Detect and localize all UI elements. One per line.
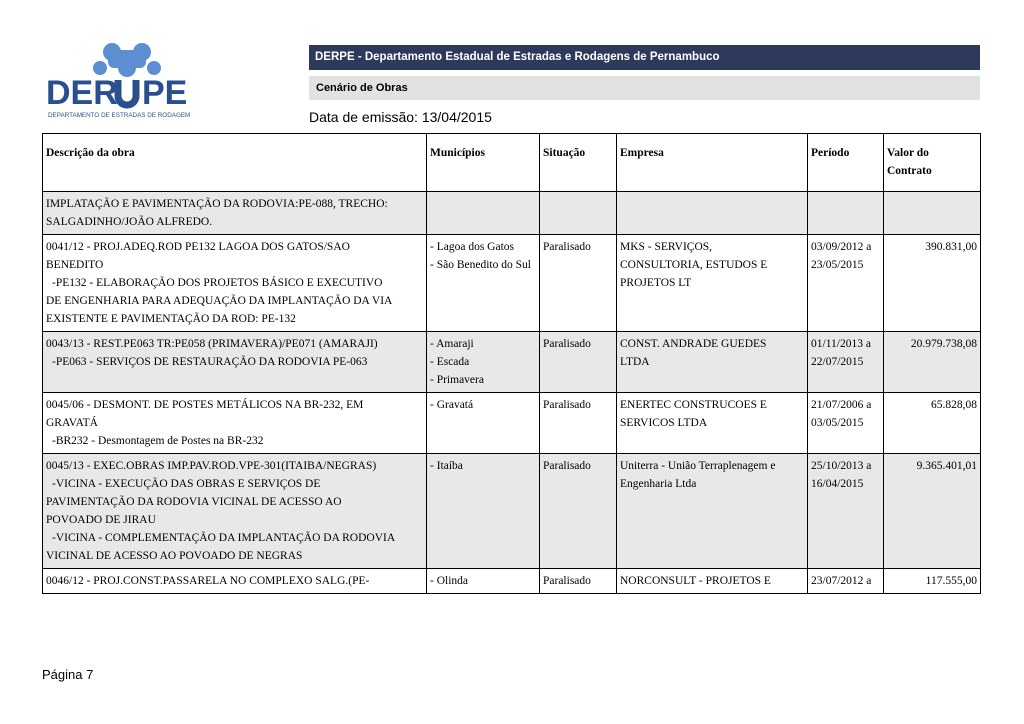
cell-descricao-line: -BR232 - Desmontagem de Postes na BR-232 — [52, 435, 264, 447]
cell-municipios — [427, 454, 540, 569]
cell-municipios — [427, 569, 540, 594]
cell-municipios-line: - Amaraji — [430, 338, 474, 350]
cell-descricao-line: SALGADINHO/JOÃO ALFREDO. — [46, 216, 213, 228]
cell-valor: 390.831,00 — [884, 235, 981, 332]
table-row — [43, 393, 981, 454]
cell-descricao — [43, 569, 427, 594]
cell-empresa-line: LTDA — [620, 356, 650, 368]
cell-periodo-line: 01/11/2013 a — [811, 338, 871, 350]
logo-text-right: PE — [142, 74, 188, 112]
cell-valor — [884, 192, 981, 235]
cell-descricao-line: 0045/06 - DESMONT. DE POSTES METÁLICOS NA BR-232, EM — [46, 399, 364, 411]
cell-valor: 20.979.738,08 — [884, 332, 981, 393]
cell-periodo — [808, 192, 884, 235]
cell-periodo-line: 03/09/2012 a — [811, 241, 872, 253]
header-subtitle: Cenário de Obras — [309, 76, 980, 100]
cell-situacao: Paralisado — [540, 235, 617, 332]
cell-valor: 9.365.401,01 — [884, 454, 981, 569]
table-row — [43, 235, 981, 332]
cell-empresa-line: NORCONSULT - PROJETOS E — [620, 575, 771, 587]
cell-descricao-line: POVOADO DE JIRAU — [46, 514, 156, 526]
cell-periodo-line: 22/07/2015 — [811, 356, 864, 368]
cell-descricao-line: BENEDITO — [46, 259, 104, 271]
col-header-empresa: Empresa — [617, 134, 808, 192]
cell-situacao: Paralisado — [540, 393, 617, 454]
table-row — [43, 454, 981, 569]
cell-descricao-line: -PE132 - ELABORAÇÃO DOS PROJETOS BÁSICO E EXECUTIVO — [52, 277, 383, 289]
col-header-valor-line1: Valor do — [887, 147, 929, 159]
table-header-row — [43, 134, 981, 192]
page-number: Página 7 — [42, 667, 94, 682]
cell-empresa — [617, 235, 808, 332]
cell-valor: 117.555,00 — [884, 569, 981, 594]
cell-descricao — [43, 332, 427, 393]
cell-periodo — [808, 569, 884, 594]
cell-municipios-line: - Itaíba — [430, 460, 463, 472]
cell-periodo-line: 23/07/2012 a — [811, 575, 872, 587]
cell-municipios — [427, 235, 540, 332]
cell-descricao-line: PAVIMENTAÇÃO DA RODOVIA VICINAL DE ACESSO AO — [46, 496, 342, 508]
cell-descricao-line: DE ENGENHARIA PARA ADEQUAÇÃO DA IMPLANTAÇÃO DA VIA — [46, 295, 393, 307]
col-header-periodo: Período — [808, 134, 884, 192]
cell-periodo-line: 21/07/2006 a — [811, 399, 872, 411]
cell-empresa-line: PROJETOS LT — [620, 277, 692, 289]
works-table — [42, 133, 981, 594]
logo-text-left: DER — [46, 74, 118, 112]
cell-municipios-line: - Gravatá — [430, 399, 474, 411]
cell-municipios-line: - Lagoa dos Gatos — [430, 241, 514, 253]
cell-municipios — [427, 192, 540, 235]
cell-descricao-line: -PE063 - SERVIÇOS DE RESTAURAÇÃO DA RODOVIA PE-063 — [52, 356, 368, 368]
header-title: DERPE - Departamento Estadual de Estradas e Rodagens de Pernambuco — [309, 45, 980, 70]
cell-municipios-line: - Olinda — [430, 575, 469, 587]
emission-date: Data de emissão: 13/04/2015 — [309, 109, 492, 125]
cell-empresa — [617, 569, 808, 594]
derpe-logo — [42, 38, 212, 120]
col-header-situacao: Situação — [540, 134, 617, 192]
cell-periodo — [808, 454, 884, 569]
cell-periodo — [808, 393, 884, 454]
cell-empresa-line: CONST. ANDRADE GUEDES — [620, 338, 767, 350]
cell-empresa — [617, 332, 808, 393]
cell-municipios — [427, 393, 540, 454]
cell-municipios-line: - São Benedito do Sul — [430, 259, 531, 271]
cell-descricao-line: VICINAL DE ACESSO AO POVOADO DE NEGRAS — [46, 550, 303, 562]
cell-periodo-line: 03/05/2015 — [811, 417, 864, 429]
cell-descricao-line: EXISTENTE E PAVIMENTAÇÃO DA ROD: PE-132 — [46, 313, 296, 325]
cell-periodo — [808, 332, 884, 393]
cell-empresa-line: SERVICOS LTDA — [620, 417, 708, 429]
cell-situacao: Paralisado — [540, 454, 617, 569]
cell-empresa-line: Engenharia Ltda — [620, 478, 697, 490]
cell-empresa-line: ENERTEC CONSTRUCOES E — [620, 399, 767, 411]
cell-empresa — [617, 192, 808, 235]
cell-empresa-line: CONSULTORIA, ESTUDOS E — [620, 259, 768, 271]
table-row — [43, 569, 981, 594]
col-header-valor — [884, 134, 981, 192]
col-header-valor-line2: Contrato — [887, 165, 932, 177]
cell-periodo-line: 16/04/2015 — [811, 478, 864, 490]
cell-empresa-line: Uniterra - União Terraplenagem e — [620, 460, 776, 472]
cell-municipios — [427, 332, 540, 393]
cell-periodo-line: 25/10/2013 a — [811, 460, 872, 472]
cell-descricao — [43, 235, 427, 332]
cell-descricao — [43, 393, 427, 454]
col-header-municipios: Municípios — [427, 134, 540, 192]
cell-empresa-line: MKS - SERVIÇOS, — [620, 241, 713, 253]
cell-descricao-line: 0043/13 - REST.PE063 TR:PE058 (PRIMAVERA)/PE071 (AMARAJI) — [46, 338, 378, 350]
table-row — [43, 192, 981, 235]
logo-tagline: DEPARTAMENTO DE ESTRADAS DE RODAGEM — [48, 112, 191, 119]
cell-descricao — [43, 454, 427, 569]
cell-descricao-line: 0045/13 - EXEC.OBRAS IMP.PAV.ROD.VPE-301(ITAIBA/NEGRAS) — [46, 460, 377, 472]
cell-periodo-line: 23/05/2015 — [811, 259, 864, 271]
cell-situacao: Paralisado — [540, 332, 617, 393]
cell-situacao — [540, 192, 617, 235]
cell-descricao-line: GRAVATÁ — [46, 417, 98, 429]
cell-descricao — [43, 192, 427, 235]
cell-empresa — [617, 454, 808, 569]
cell-descricao-line: 0046/12 - PROJ.CONST.PASSARELA NO COMPLEXO SALG.(PE- — [46, 575, 370, 587]
col-header-descricao: Descrição da obra — [43, 134, 427, 192]
cell-periodo — [808, 235, 884, 332]
cell-descricao-line: -VICINA - COMPLEMENTAÇÃO DA IMPLANTAÇÃO DA RODOVIA — [52, 532, 396, 544]
cell-municipios-line: - Escada — [430, 356, 470, 368]
cell-situacao: Paralisado — [540, 569, 617, 594]
cell-municipios-line: - Primavera — [430, 374, 484, 386]
cell-descricao-line: IMPLATAÇÃO E PAVIMENTAÇÃO DA RODOVIA:PE-088, TRECHO: — [46, 198, 388, 210]
cell-descricao-line: -VICINA - EXECUÇÃO DAS OBRAS E SERVIÇOS DE — [52, 478, 321, 490]
cell-descricao-line: 0041/12 - PROJ.ADEQ.ROD PE132 LAGOA DOS GATOS/SAO — [46, 241, 350, 253]
cell-valor: 65.828,08 — [884, 393, 981, 454]
derpe-logo-graphic — [42, 38, 212, 120]
cell-empresa — [617, 393, 808, 454]
table-body — [43, 192, 981, 594]
table-row — [43, 332, 981, 393]
